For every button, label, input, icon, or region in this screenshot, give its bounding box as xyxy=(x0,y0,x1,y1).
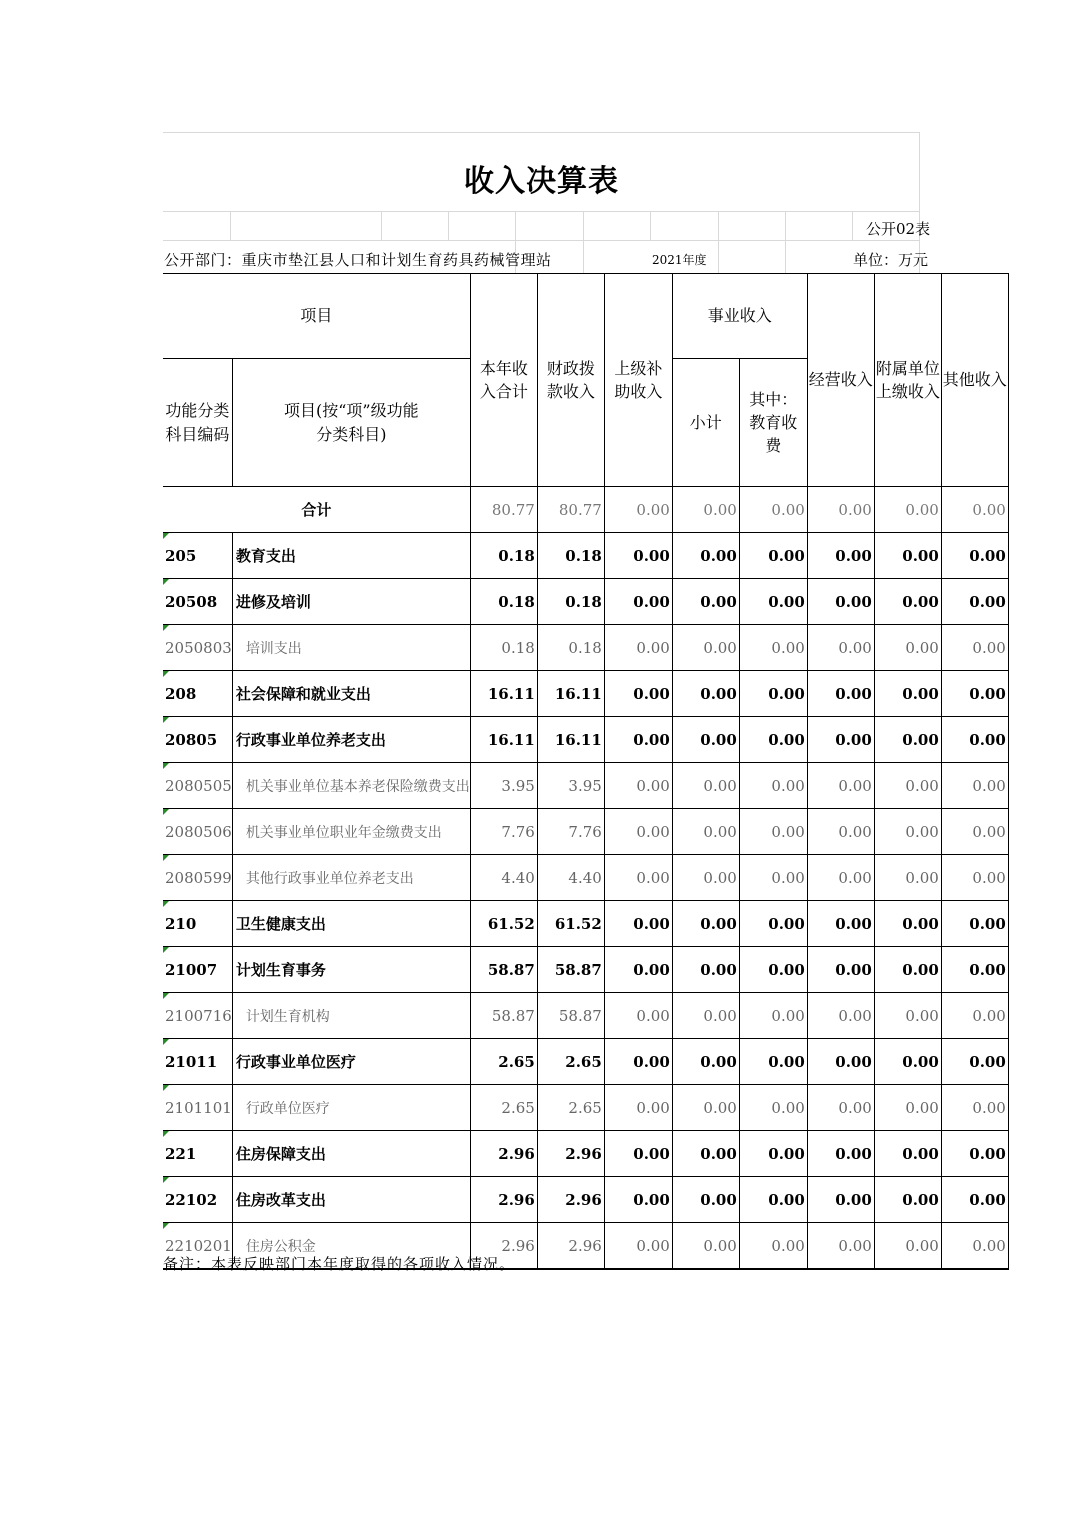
row-value: 58.87 xyxy=(470,947,537,993)
unit-label: 单位：万元 xyxy=(853,251,929,269)
row-value: 0.00 xyxy=(874,717,941,763)
cell-marker-icon xyxy=(163,1039,169,1045)
row-value: 0.00 xyxy=(672,1177,739,1223)
total-value: 0.00 xyxy=(874,487,941,533)
row-name: 住房公积金 xyxy=(232,1223,470,1270)
row-value: 7.76 xyxy=(537,809,604,855)
total-row xyxy=(163,487,1008,533)
table-row xyxy=(163,855,1008,901)
row-value: 0.00 xyxy=(739,855,807,901)
table-row xyxy=(163,1085,1008,1131)
table-row xyxy=(163,533,1008,579)
row-value: 0.00 xyxy=(604,717,672,763)
row-value: 58.87 xyxy=(537,947,604,993)
row-value: 0.00 xyxy=(672,1085,739,1131)
row-value: 0.00 xyxy=(941,855,1008,901)
row-value: 0.00 xyxy=(672,809,739,855)
row-value: 0.00 xyxy=(941,947,1008,993)
header-affiliated-text: 附属单位上缴收入 xyxy=(875,358,940,401)
row-value: 0.00 xyxy=(672,717,739,763)
row-value: 2.65 xyxy=(470,1085,537,1131)
cell-marker-icon xyxy=(163,579,169,585)
cell-marker-icon xyxy=(163,1085,169,1091)
table-row xyxy=(163,901,1008,947)
table-note: 备注：本表反映部门本年度取得的各项收入情况。 xyxy=(163,1255,516,1273)
row-value: 0.00 xyxy=(807,809,874,855)
row-value: 0.00 xyxy=(807,533,874,579)
row-value: 0.00 xyxy=(807,1039,874,1085)
row-value: 0.00 xyxy=(672,947,739,993)
row-value: 16.11 xyxy=(470,717,537,763)
cell-marker-icon xyxy=(163,717,169,723)
row-name: 计划生育事务 xyxy=(232,947,470,993)
row-code: 22102 xyxy=(163,1177,232,1223)
row-value: 0.00 xyxy=(874,763,941,809)
header-fiscal-text: 财政拨款收入 xyxy=(546,358,595,401)
row-value: 61.52 xyxy=(537,901,604,947)
total-value: 0.00 xyxy=(941,487,1008,533)
gridline xyxy=(650,211,651,241)
row-value: 0.00 xyxy=(672,763,739,809)
row-value: 0.00 xyxy=(941,1223,1008,1270)
gridline xyxy=(230,211,231,241)
row-value: 0.00 xyxy=(604,1131,672,1177)
row-value: 2.96 xyxy=(537,1223,604,1270)
row-code: 20805 xyxy=(163,717,232,763)
total-value: 0.00 xyxy=(739,487,807,533)
row-value: 0.00 xyxy=(672,1131,739,1177)
row-value: 0.00 xyxy=(672,1039,739,1085)
row-value: 0.00 xyxy=(604,993,672,1039)
total-value: 0.00 xyxy=(604,487,672,533)
row-value: 0.00 xyxy=(604,671,672,717)
total-value: 0.00 xyxy=(672,487,739,533)
cell-marker-icon xyxy=(163,625,169,631)
gridline xyxy=(163,211,920,212)
row-code: 2050803 xyxy=(163,625,232,671)
row-code: 2101101 xyxy=(163,1085,232,1131)
row-value: 0.00 xyxy=(739,1223,807,1270)
row-value: 61.52 xyxy=(470,901,537,947)
row-name: 计划生育机构 xyxy=(232,993,470,1039)
row-code: 21007 xyxy=(163,947,232,993)
header-career-edu-text: 其中：教育收费 xyxy=(749,389,798,456)
header-total-income xyxy=(470,274,537,487)
row-value: 0.00 xyxy=(604,1177,672,1223)
row-value: 0.00 xyxy=(874,1085,941,1131)
table-row xyxy=(163,993,1008,1039)
row-value: 0.00 xyxy=(739,809,807,855)
row-code: 20508 xyxy=(163,579,232,625)
row-value: 0.00 xyxy=(672,671,739,717)
row-value: 0.00 xyxy=(807,671,874,717)
row-value: 0.00 xyxy=(874,901,941,947)
row-code: 21011 xyxy=(163,1039,232,1085)
table-row xyxy=(163,579,1008,625)
total-value: 80.77 xyxy=(537,487,604,533)
header-superior-subsidy xyxy=(604,274,672,487)
table-row xyxy=(163,1039,1008,1085)
row-value: 0.00 xyxy=(874,855,941,901)
row-value: 0.18 xyxy=(470,625,537,671)
table-row xyxy=(163,1177,1008,1223)
row-value: 0.00 xyxy=(604,809,672,855)
row-value: 0.00 xyxy=(874,809,941,855)
gridline xyxy=(163,240,920,241)
row-value: 0.00 xyxy=(941,625,1008,671)
row-name: 行政事业单位养老支出 xyxy=(232,717,470,763)
row-value: 0.00 xyxy=(604,947,672,993)
row-value: 0.00 xyxy=(807,1085,874,1131)
row-value: 0.00 xyxy=(672,901,739,947)
department-label: 公开部门：重庆市垫江县人口和计划生育药具药械管理站 xyxy=(164,251,552,269)
row-code: 2210201 xyxy=(163,1223,232,1270)
cell-marker-icon xyxy=(163,947,169,953)
row-value: 0.00 xyxy=(739,671,807,717)
row-value: 2.96 xyxy=(537,1177,604,1223)
row-value: 0.00 xyxy=(941,809,1008,855)
row-value: 7.76 xyxy=(470,809,537,855)
header-career-edu xyxy=(739,359,807,487)
row-value: 0.00 xyxy=(672,855,739,901)
row-value: 0.00 xyxy=(604,1039,672,1085)
row-code: 221 xyxy=(163,1131,232,1177)
row-name: 其他行政事业单位养老支出 xyxy=(232,855,470,901)
table-row xyxy=(163,671,1008,717)
row-value: 0.00 xyxy=(874,993,941,1039)
header-item-group: 项目 xyxy=(163,274,470,359)
row-name: 卫生健康支出 xyxy=(232,901,470,947)
row-value: 2.96 xyxy=(470,1223,537,1270)
row-value: 0.00 xyxy=(604,533,672,579)
row-value: 0.00 xyxy=(941,901,1008,947)
row-value: 0.00 xyxy=(604,1085,672,1131)
row-name: 培训支出 xyxy=(232,625,470,671)
row-value: 2.96 xyxy=(470,1131,537,1177)
table-row xyxy=(163,1131,1008,1177)
row-value: 0.00 xyxy=(672,993,739,1039)
row-value: 16.11 xyxy=(470,671,537,717)
row-value: 4.40 xyxy=(470,855,537,901)
row-value: 0.00 xyxy=(739,1085,807,1131)
row-code: 208 xyxy=(163,671,232,717)
row-name: 行政单位医疗 xyxy=(232,1085,470,1131)
row-value: 0.00 xyxy=(807,1131,874,1177)
row-value: 0.18 xyxy=(537,625,604,671)
header-career-group: 事业收入 xyxy=(672,274,807,359)
header-fiscal xyxy=(537,274,604,487)
row-value: 0.00 xyxy=(604,579,672,625)
row-value: 0.00 xyxy=(672,1223,739,1270)
year-label: 2021年度 xyxy=(652,253,707,267)
row-value: 0.00 xyxy=(874,625,941,671)
row-value: 4.40 xyxy=(537,855,604,901)
row-value: 2.96 xyxy=(537,1131,604,1177)
row-code: 2100716 xyxy=(163,993,232,1039)
row-value: 0.00 xyxy=(739,993,807,1039)
row-value: 0.00 xyxy=(807,1223,874,1270)
row-value: 16.11 xyxy=(537,671,604,717)
row-value: 0.00 xyxy=(941,1177,1008,1223)
cell-marker-icon xyxy=(163,1223,169,1229)
row-value: 2.96 xyxy=(470,1177,537,1223)
gridline xyxy=(381,211,382,241)
row-value: 3.95 xyxy=(537,763,604,809)
header-affiliated xyxy=(874,274,941,487)
row-value: 0.00 xyxy=(874,1177,941,1223)
table-row xyxy=(163,947,1008,993)
row-value: 0.00 xyxy=(874,579,941,625)
gridline xyxy=(852,211,853,241)
row-name: 住房保障支出 xyxy=(232,1131,470,1177)
row-value: 0.00 xyxy=(807,763,874,809)
total-label: 合计 xyxy=(163,487,470,533)
header-name-text: 项目(按“项”级功能分类科目) xyxy=(284,401,419,444)
row-value: 0.00 xyxy=(739,1131,807,1177)
row-value: 58.87 xyxy=(537,993,604,1039)
row-value: 0.00 xyxy=(807,717,874,763)
row-value: 0.00 xyxy=(739,579,807,625)
row-value: 0.00 xyxy=(874,533,941,579)
gridline xyxy=(448,211,449,241)
row-value: 0.00 xyxy=(739,533,807,579)
row-name: 机关事业单位职业年金缴费支出 xyxy=(232,809,470,855)
table-row xyxy=(163,809,1008,855)
row-name: 行政事业单位医疗 xyxy=(232,1039,470,1085)
row-value: 0.18 xyxy=(470,579,537,625)
row-value: 0.18 xyxy=(537,579,604,625)
row-value: 0.00 xyxy=(807,855,874,901)
row-value: 0.00 xyxy=(739,901,807,947)
header-code-text: 功能分类科目编码 xyxy=(165,401,230,444)
row-value: 0.00 xyxy=(941,1085,1008,1131)
row-code: 2080599 xyxy=(163,855,232,901)
row-value: 0.00 xyxy=(739,947,807,993)
row-value: 0.00 xyxy=(941,1039,1008,1085)
row-value: 0.00 xyxy=(672,579,739,625)
row-value: 0.00 xyxy=(807,1177,874,1223)
row-value: 0.00 xyxy=(807,901,874,947)
row-value: 0.00 xyxy=(739,1039,807,1085)
row-value: 0.00 xyxy=(604,763,672,809)
cell-marker-icon xyxy=(163,1131,169,1137)
row-value: 0.00 xyxy=(941,763,1008,809)
header-career-subtotal: 小计 xyxy=(672,359,739,487)
cell-marker-icon xyxy=(163,671,169,677)
table-row xyxy=(163,625,1008,671)
row-value: 0.00 xyxy=(672,533,739,579)
row-value: 2.65 xyxy=(537,1039,604,1085)
cell-marker-icon xyxy=(163,901,169,907)
row-value: 0.00 xyxy=(941,1131,1008,1177)
cell-marker-icon xyxy=(163,533,169,539)
row-name: 住房改革支出 xyxy=(232,1177,470,1223)
row-value: 2.65 xyxy=(470,1039,537,1085)
header-business: 经营收入 xyxy=(807,274,874,487)
row-value: 0.00 xyxy=(807,993,874,1039)
cell-marker-icon xyxy=(163,809,169,815)
gridline xyxy=(718,211,719,273)
row-name: 机关事业单位基本养老保险缴费支出 xyxy=(232,763,470,809)
row-value: 0.00 xyxy=(807,579,874,625)
row-value: 0.00 xyxy=(874,947,941,993)
cell-marker-icon xyxy=(163,993,169,999)
row-value: 0.18 xyxy=(470,533,537,579)
table-row xyxy=(163,717,1008,763)
row-value: 0.00 xyxy=(739,717,807,763)
row-value: 0.00 xyxy=(874,1223,941,1270)
gridline xyxy=(583,211,584,273)
row-value: 0.00 xyxy=(874,1039,941,1085)
gridline xyxy=(163,132,920,133)
row-value: 2.65 xyxy=(537,1085,604,1131)
row-code: 210 xyxy=(163,901,232,947)
row-value: 0.00 xyxy=(941,533,1008,579)
form-number: 公开02表 xyxy=(866,220,931,238)
header-code xyxy=(163,359,232,487)
row-value: 0.00 xyxy=(874,671,941,717)
row-value: 58.87 xyxy=(470,993,537,1039)
total-value: 80.77 xyxy=(470,487,537,533)
row-value: 0.00 xyxy=(807,625,874,671)
row-name: 社会保障和就业支出 xyxy=(232,671,470,717)
cell-marker-icon xyxy=(163,855,169,861)
row-code: 2080505 xyxy=(163,763,232,809)
total-value: 0.00 xyxy=(807,487,874,533)
table-row xyxy=(163,763,1008,809)
header-total-income-text: 本年收入合计 xyxy=(479,358,528,401)
page-title: 收入决算表 xyxy=(464,164,619,199)
row-name: 进修及培训 xyxy=(232,579,470,625)
row-value: 0.00 xyxy=(941,993,1008,1039)
row-value: 0.00 xyxy=(807,947,874,993)
row-value: 0.00 xyxy=(941,579,1008,625)
row-value: 16.11 xyxy=(537,717,604,763)
cell-marker-icon xyxy=(163,763,169,769)
header-name xyxy=(232,359,470,487)
row-value: 0.00 xyxy=(739,1177,807,1223)
row-value: 0.00 xyxy=(604,625,672,671)
row-value: 0.18 xyxy=(537,533,604,579)
row-name: 教育支出 xyxy=(232,533,470,579)
row-value: 0.00 xyxy=(739,625,807,671)
row-value: 0.00 xyxy=(604,855,672,901)
income-table xyxy=(163,273,1009,1270)
row-value: 0.00 xyxy=(739,763,807,809)
row-value: 0.00 xyxy=(941,671,1008,717)
gridline xyxy=(785,211,786,273)
row-value: 0.00 xyxy=(604,901,672,947)
row-code: 2080506 xyxy=(163,809,232,855)
row-code: 205 xyxy=(163,533,232,579)
header-other: 其他收入 xyxy=(941,274,1008,487)
header-superior-subsidy-text: 上级补助收入 xyxy=(614,358,663,401)
row-value: 0.00 xyxy=(941,717,1008,763)
cell-marker-icon xyxy=(163,1177,169,1183)
row-value: 0.00 xyxy=(874,1131,941,1177)
row-value: 3.95 xyxy=(470,763,537,809)
row-value: 0.00 xyxy=(672,625,739,671)
row-value: 0.00 xyxy=(604,1223,672,1270)
